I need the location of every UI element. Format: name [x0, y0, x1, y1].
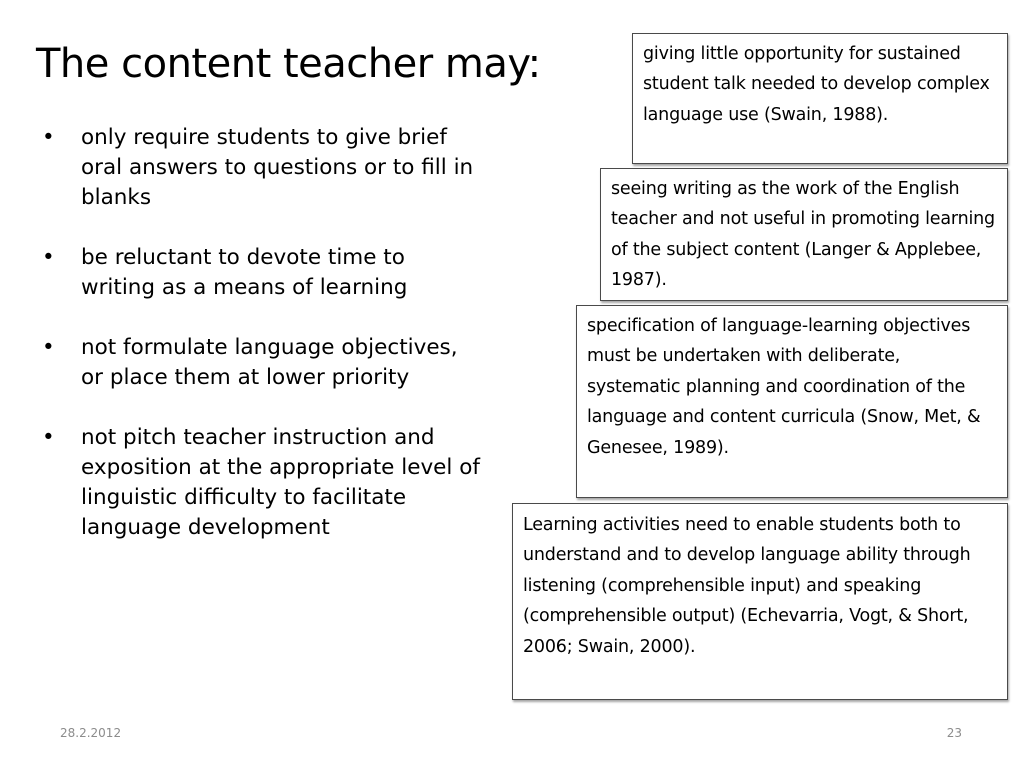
footer-date: 28.2.2012 [60, 726, 122, 740]
bullet-marker: • [42, 335, 55, 360]
note-box-echevarria-vogt-short [512, 503, 1008, 700]
bullet-item-2 [40, 243, 485, 303]
bullet-item-3 [40, 333, 485, 393]
bullet-text: only require students to give brief oral answers to questions or to fill in blanks [81, 125, 474, 210]
note-text: specification of language-learning objectives must be undertaken with deliberate, systematic planning and coordination of the language and content curricula (Snow, Met, & Genesee, 1989). [587, 316, 981, 458]
bullet-text: not pitch teacher instruction and exposition at the appropriate level of linguistic difficulty to facilitate language development [81, 425, 480, 540]
note-text: seeing writing as the work of the English teacher and not useful in promoting learning of the subject content (Langer & Applebee, 1987). [611, 179, 995, 291]
footer-page-number: 23 [946, 726, 962, 740]
bullet-marker: • [42, 245, 55, 270]
bullet-list [40, 123, 485, 573]
bullet-marker: • [42, 425, 55, 450]
slide-title: The content teacher may: [36, 41, 541, 87]
note-box-langer-applebee [600, 168, 1008, 301]
note-text: Learning activities need to enable students both to understand and to develop language ability through listening (comprehensible input) and speaking (comprehensible output) (Echevarria, Vogt, & Short, 2006; Swain, 2000). [523, 515, 971, 657]
bullet-text: be reluctant to devote time to writing as a means of learning [81, 245, 408, 300]
note-text: giving little opportunity for sustained student talk needed to develop complex language use (Swain, 1988). [643, 44, 990, 125]
bullet-item-1 [40, 123, 485, 213]
bullet-marker: • [42, 125, 55, 150]
bullet-item-4 [40, 423, 485, 543]
note-box-swain-1988 [632, 33, 1008, 164]
bullet-text: not formulate language objectives, or place them at lower priority [81, 335, 458, 390]
note-box-snow-met-genesee [576, 305, 1008, 498]
